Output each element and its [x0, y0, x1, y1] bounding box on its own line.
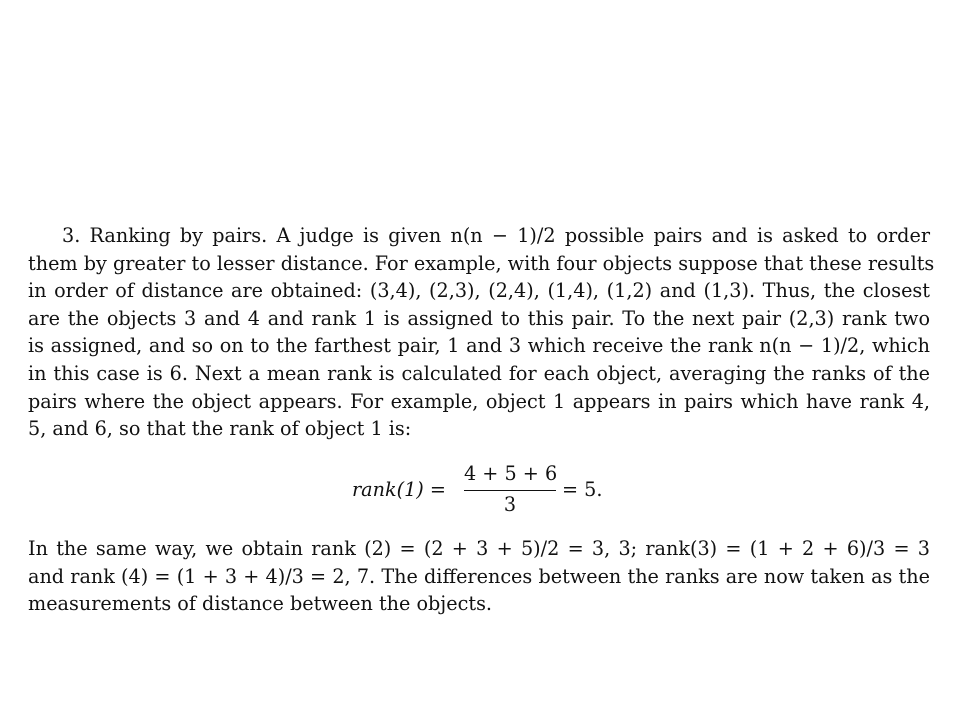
paragraph-rank-results — [28, 535, 930, 618]
fraction-bar — [464, 490, 556, 491]
paragraph-line: in this case is 6. Next a mean rank is calculated for each object, averaging the ranks of the — [28, 361, 930, 385]
formula-lhs: rank(1) = — [352, 478, 446, 501]
formula-denominator: 3 — [503, 493, 517, 516]
paragraph-line: and rank (4) = (1 + 3 + 4)/3 = 2, 7. The differences between the ranks are now taken as the — [28, 564, 930, 588]
rank-formula — [340, 460, 640, 520]
formula-numerator: 4 + 5 + 6 — [464, 462, 558, 485]
paragraph-line: them by greater to lesser distance. For example, with four objects suppose that these results — [28, 251, 935, 275]
paragraph-line: are the objects 3 and 4 and rank 1 is assigned to this pair. To the next pair (2,3) rank two — [28, 306, 930, 330]
paragraph-ranking-by-pairs — [28, 222, 935, 443]
formula-rhs: = 5. — [562, 478, 603, 501]
paragraph-line: In the same way, we obtain rank (2) = (2 + 3 + 5)/2 = 3, 3; rank(3) = (1 + 2 + 6)/3 = 3 — [28, 537, 930, 560]
paragraph-line: pairs where the object appears. For example, object 1 appears in pairs which have rank 4, — [28, 389, 930, 413]
paragraph-line: 5, and 6, so that the rank of object 1 is: — [28, 417, 412, 441]
paragraph-line: 3. Ranking by pairs. A judge is given n(n − 1)/2 possible pairs and is asked to order — [62, 224, 930, 247]
paragraph-line: is assigned, and so on to the farthest pair, 1 and 3 which receive the rank n(n − 1)/2, which — [28, 334, 930, 358]
paragraph-line: measurements of distance between the objects. — [28, 592, 493, 616]
paragraph-line: in order of distance are obtained: (3,4), (2,3), (2,4), (1,4), (1,2) and (1,3). Thus, the closest — [28, 279, 930, 303]
